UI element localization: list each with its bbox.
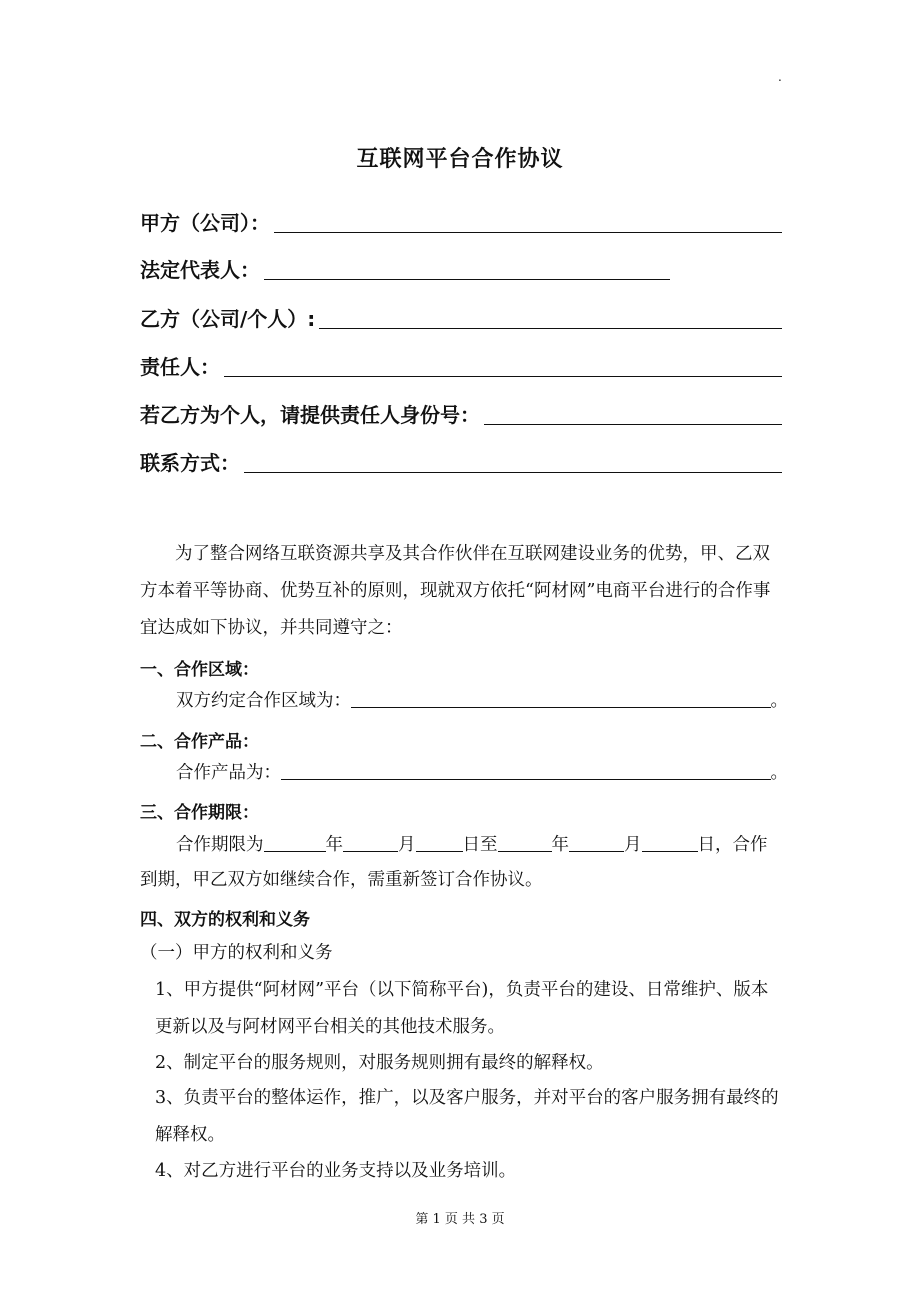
obligation-item: 2、制定平台的服务规则，对服务规则拥有最终的解释权。	[155, 1053, 604, 1073]
legal-rep-field	[140, 253, 670, 283]
obligation-item: 1、甲方提供“阿材网”平台（以下简称平台)，负责平台的建设、日常维护、版本更新以及与阿材网平台相关的其他技术服务。	[155, 980, 769, 1037]
section-2-heading: 二、合作产品：	[140, 732, 259, 752]
page-footer: 第 1 页 共 3 页	[415, 1212, 505, 1227]
section-1-end: 。	[770, 691, 788, 711]
start-day-unit: 日至	[462, 835, 498, 855]
start-year-unit: 年	[325, 835, 343, 855]
obligation-item: 3、负责平台的整体运作，推广，以及客户服务，并对平台的客户服务拥有最终的解释权。	[155, 1088, 779, 1145]
section-1-row	[176, 687, 788, 712]
party-a-blank[interactable]	[274, 231, 782, 233]
party-a-label: 甲方（公司）：	[140, 211, 270, 235]
legal-rep-blank[interactable]	[264, 278, 670, 280]
intro-paragraph: 为了整合网络互联资源共享及其合作伙伴在互联网建设业务的优势，甲、乙双方本着平等协商、优势互补的原则，现就双方依托“阿材网”电商平台进行的合作事宜达成如下协议，并共同遵守之：	[140, 544, 771, 638]
section-3-heading: 三、合作期限：	[140, 803, 259, 823]
end-month-blank[interactable]	[569, 851, 624, 852]
id-number-blank[interactable]	[484, 423, 782, 425]
term-prefix: 合作期限为	[176, 835, 264, 855]
responsible-person-field	[140, 350, 782, 380]
section-2-end: 。	[770, 763, 788, 783]
end-year-blank[interactable]	[498, 851, 552, 852]
start-year-blank[interactable]	[264, 851, 326, 852]
start-day-blank[interactable]	[416, 851, 463, 852]
contact-blank[interactable]	[244, 471, 782, 473]
start-month-unit: 月	[398, 835, 416, 855]
party-b-blank[interactable]	[319, 327, 782, 329]
document-title: 互联网平台合作协议	[356, 147, 564, 172]
id-number-label: 若乙方为个人，请提供责任人身份号：	[140, 403, 480, 427]
end-year-unit: 年	[551, 835, 569, 855]
contact-field	[140, 446, 782, 476]
contact-label: 联系方式：	[140, 451, 240, 475]
legal-rep-label: 法定代表人：	[140, 258, 260, 282]
responsible-person-blank[interactable]	[224, 375, 782, 377]
section-1-text: 双方约定合作区域为：	[176, 691, 351, 711]
end-day-unit: 日，合作	[697, 835, 768, 855]
section-4-subheading: （一）甲方的权利和义务	[140, 943, 333, 963]
end-month-unit: 月	[624, 835, 642, 855]
id-number-field	[140, 398, 782, 428]
start-month-blank[interactable]	[343, 851, 398, 852]
responsible-person-label: 责任人：	[140, 355, 220, 379]
party-b-label: 乙方（公司/个人）:	[140, 307, 316, 331]
section-2-text: 合作产品为：	[176, 763, 281, 783]
section-4-heading: 四、双方的权利和义务	[140, 910, 310, 930]
section-3-continuation: 到期，甲乙双方如继续合作，需重新签订合作协议。	[140, 870, 543, 890]
region-blank[interactable]	[351, 707, 771, 708]
corner-dot: .	[778, 70, 782, 84]
obligation-item: 4、对乙方进行平台的业务支持以及业务培训。	[155, 1161, 517, 1181]
section-3-row	[176, 831, 788, 856]
party-a-field	[140, 206, 782, 236]
product-blank[interactable]	[281, 779, 771, 780]
section-2-row	[176, 759, 788, 784]
section-1-heading: 一、合作区域：	[140, 660, 259, 680]
party-b-field	[140, 302, 782, 332]
end-day-blank[interactable]	[642, 851, 698, 852]
